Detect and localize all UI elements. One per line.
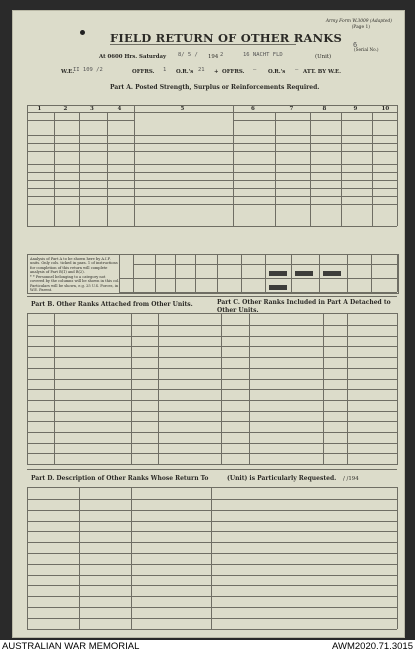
time-label: At 0600 Hrs. Saturday: [99, 54, 167, 60]
column-rule: [275, 112, 276, 226]
column-rule: [341, 112, 342, 226]
row-rule: [27, 596, 397, 597]
column-rule: [155, 254, 156, 292]
column-rule: [27, 487, 28, 629]
ors2-label: O.R.'s: [268, 69, 286, 75]
punch-hole: [80, 30, 85, 35]
rule: [27, 325, 397, 326]
row-rule: [27, 453, 397, 454]
row-rule: [27, 379, 397, 380]
plus-sign: +: [214, 69, 219, 75]
row-rule: [27, 443, 397, 444]
column-rule: [397, 254, 398, 292]
date-fill: 8/ 5 /: [178, 52, 198, 58]
ors-label: O.R.'s: [176, 69, 194, 75]
col-number: 10: [381, 105, 390, 112]
column-rule: [233, 105, 234, 226]
offrs2-label: OFFRS.: [222, 69, 245, 75]
we-fill: II 109 /2: [73, 67, 103, 73]
col-number: 7: [289, 105, 294, 112]
analysis-grid: [119, 254, 397, 292]
col-number: 6: [251, 105, 255, 112]
row-rule: [27, 368, 397, 369]
army-form-label: Army Form W.3009 (Adapted): [325, 19, 392, 24]
column-rule: [397, 313, 398, 465]
column-rule: [134, 105, 135, 226]
column-rule: [211, 487, 212, 629]
form-title: FIELD RETURN OF OTHER RANKS: [110, 31, 342, 45]
analysis-note-2: * * Personnel belonging to a category not covered by the columns will be shown in this col. Particulars will be shown, e.g. 25 U.S. Forces, in W.E. Parent.: [30, 275, 120, 293]
part-d-heading-unit: (Unit) is Particularly Requested.: [227, 475, 337, 482]
col-number: 5: [180, 105, 185, 112]
year-fill: 2: [220, 52, 224, 58]
row-rule: [27, 432, 397, 433]
column-rule: [310, 112, 311, 226]
we-label: W.E.: [61, 69, 75, 75]
offrs-label: OFFRS.: [132, 69, 155, 75]
year-label: 194: [208, 54, 219, 60]
redaction-mark: [269, 271, 287, 276]
rule: [27, 487, 397, 488]
col-number: 8: [322, 105, 327, 112]
column-rule: [54, 112, 55, 226]
column-rule: [175, 254, 176, 292]
part-b-heading: Part B. Other Ranks Attached from Other Units.: [31, 301, 193, 308]
row-rule: [27, 510, 397, 511]
column-rule: [319, 254, 320, 292]
column-rule: [119, 254, 120, 292]
att-label: ATT. BY W.E.: [303, 69, 342, 75]
row-rule: [27, 357, 397, 358]
group-rule: [27, 120, 134, 121]
row-rule: [27, 542, 397, 543]
part-bc-table: [27, 313, 397, 465]
redaction-mark: [269, 285, 287, 290]
row-rule: [27, 553, 397, 554]
row-rule: [27, 464, 397, 465]
row-rule: [27, 400, 397, 401]
column-rule: [133, 254, 134, 292]
row-rule: [27, 575, 397, 576]
unit-label: (Unit): [315, 54, 332, 60]
row-rule: [27, 564, 397, 565]
page-label: (Page 1): [351, 25, 370, 30]
perforation: [27, 469, 397, 470]
part-c-heading: Part C. Other Ranks Included in Part A Detached to Other Units.: [217, 299, 391, 314]
col-number: 2: [63, 105, 68, 112]
column-rule: [217, 254, 218, 292]
form-sheet: [12, 10, 405, 638]
row-rule: [27, 521, 397, 522]
divider: [27, 296, 397, 297]
redaction-mark: [295, 271, 313, 276]
column-rule: [397, 487, 398, 629]
row-rule: [27, 389, 397, 390]
row-rule: [27, 531, 397, 532]
footer-source: AUSTRALIAN WAR MEMORIAL: [2, 641, 140, 652]
column-rule: [371, 254, 372, 292]
column-rule: [131, 487, 132, 629]
ors-fill: 21: [198, 67, 205, 73]
column-rule: [241, 254, 242, 292]
footer-id: AWM2020.71.3015: [332, 641, 413, 652]
column-rule: [265, 254, 266, 292]
row-rule: [27, 629, 397, 630]
row-rule: [27, 585, 397, 586]
column-rule: [397, 105, 398, 226]
redaction-mark: [323, 271, 341, 276]
table-top: [27, 105, 397, 106]
column-rule: [291, 254, 292, 292]
row-rule: [27, 421, 397, 422]
offrs2-fill: –: [253, 67, 257, 73]
row-rule: [27, 336, 397, 337]
analysis-note: Analysis of Part A to be shown here by A.I.F. units. Only cols. ticked in para. 1 of instructions for completion of this return will complete analysis of Part B(1) and B(2).: [30, 257, 118, 275]
col-number: 4: [117, 105, 122, 112]
rule: [119, 292, 397, 293]
column-rule: [107, 112, 108, 226]
col-number: 3: [90, 105, 94, 112]
part-d-heading: Part D. Description of Other Ranks Whose Return To: [31, 475, 209, 482]
rule: [27, 313, 397, 314]
rule: [119, 254, 397, 255]
row-rule: [27, 618, 397, 619]
part-a-table: [27, 105, 397, 255]
unit-fill: 16 NACHT FLD: [243, 52, 283, 58]
rule: [119, 278, 397, 279]
column-rule: [79, 112, 80, 226]
col-number: 9: [353, 105, 358, 112]
column-rule: [347, 254, 348, 292]
title-underline: [110, 44, 296, 45]
rule: [27, 499, 397, 500]
serial-fill: 6: [353, 41, 358, 49]
row-rule: [27, 411, 397, 412]
col-number: 1: [37, 105, 42, 112]
column-rule: [372, 112, 373, 226]
row-rule: [27, 607, 397, 608]
footer: [0, 640, 415, 653]
part-a-heading: Part A. Posted Strength, Surplus or Reinforcements Required.: [110, 84, 320, 91]
serial-label: (Serial No.): [354, 47, 379, 52]
column-rule: [79, 487, 80, 629]
part-d-table: [27, 487, 397, 629]
ors2-fill: –: [295, 67, 299, 73]
row-rule: [27, 346, 397, 347]
offrs-fill: 1: [163, 67, 167, 73]
part-d-date: / /194: [343, 476, 359, 482]
column-rule: [27, 105, 28, 226]
row-rule: [27, 226, 397, 227]
column-rule: [195, 254, 196, 292]
